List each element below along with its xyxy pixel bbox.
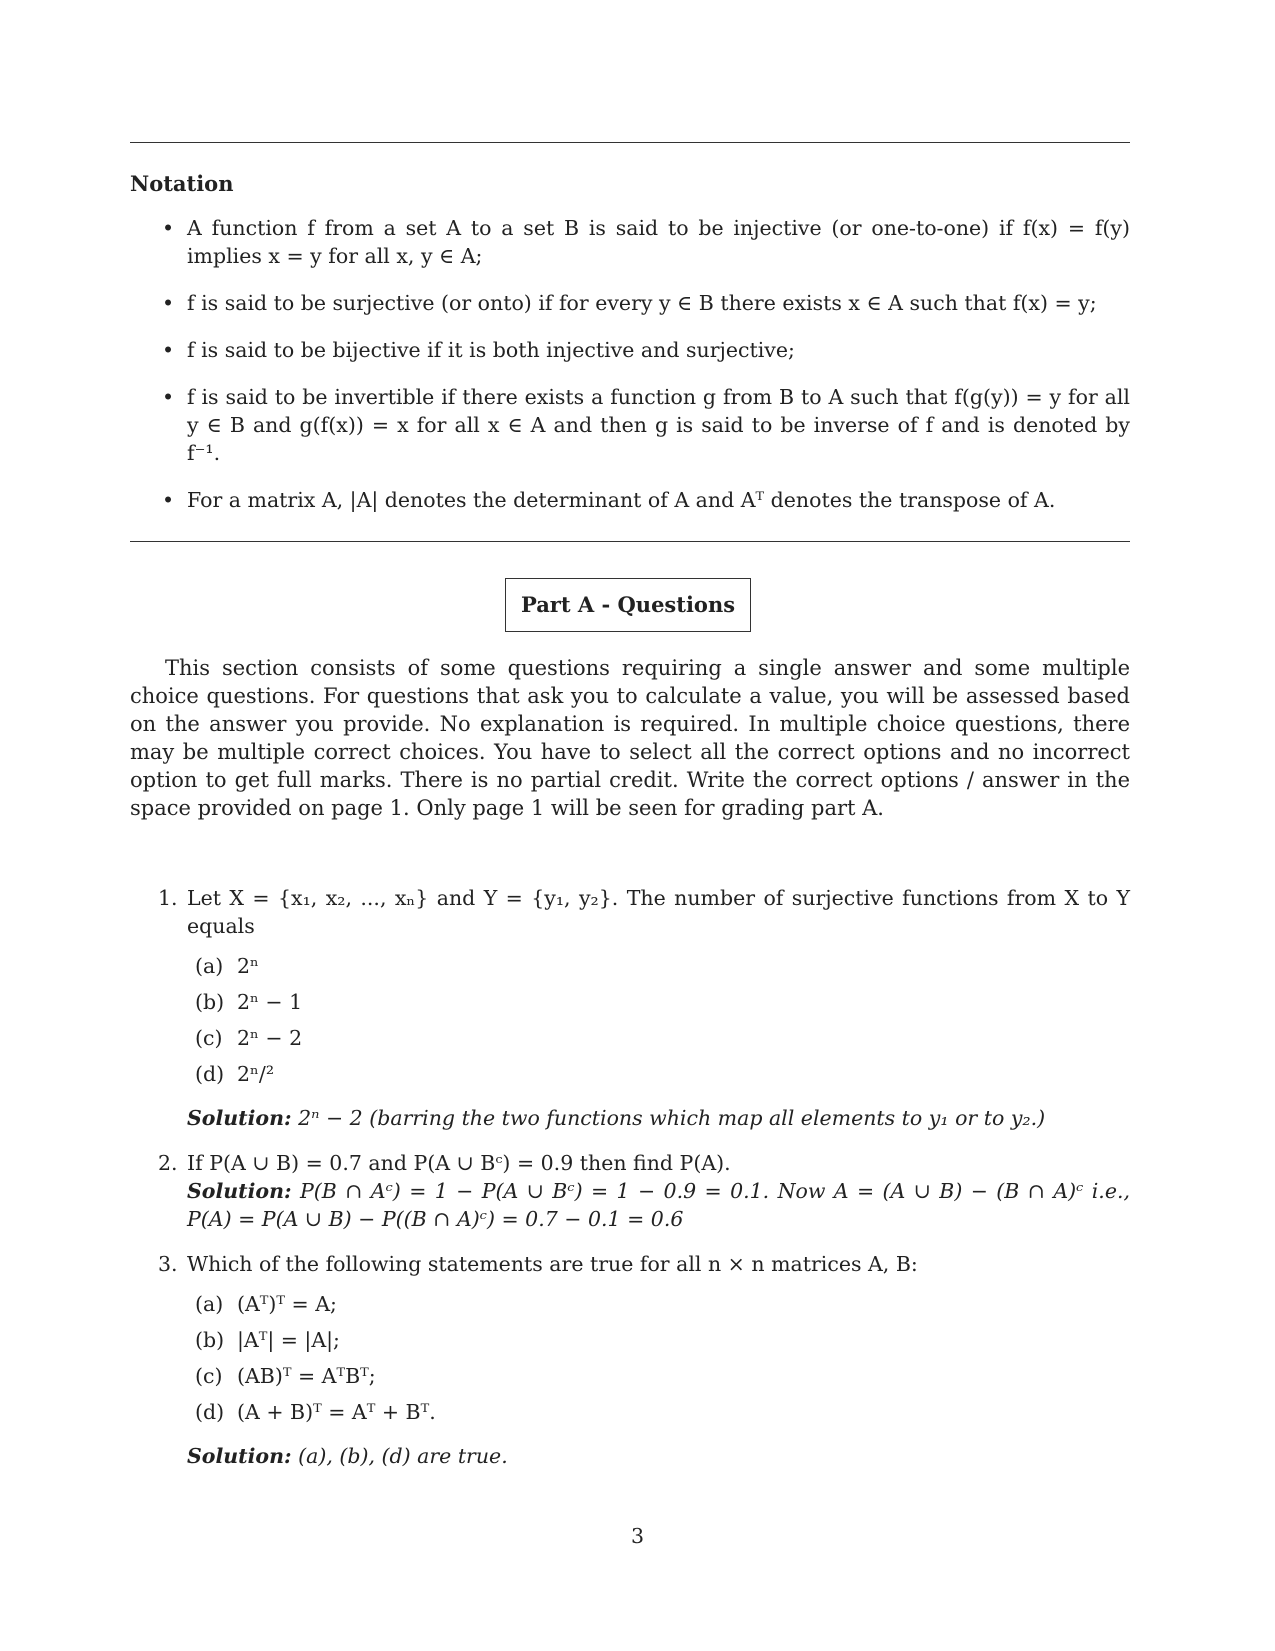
option-item xyxy=(187,1060,1130,1088)
option-item xyxy=(187,1024,1130,1052)
option-list xyxy=(187,1290,1130,1426)
question-number: 1. xyxy=(158,886,178,910)
option-label: (a) xyxy=(195,954,224,978)
solution-text: 2ⁿ − 2 (barring the two functions which map all elements to y₁ or to y₂.) xyxy=(298,1106,1046,1130)
notation-bullet-text: A function f from a set A to a set B is said to be injective (or one-to-one) if f(x) = f(y) implies x = y for all x, y ∈ A; xyxy=(187,216,1130,268)
solution xyxy=(187,1177,1130,1233)
top-rule xyxy=(130,142,1130,143)
option-item xyxy=(187,952,1130,980)
notation-list xyxy=(130,214,1130,533)
question-item xyxy=(130,884,1130,1132)
notation-heading: Notation xyxy=(130,171,234,196)
notation-bullet xyxy=(130,214,1130,270)
option-list xyxy=(187,952,1130,1088)
intro-paragraph: This section consists of some questions requiring a single answer and some multiple choice questions. For questions that ask you to calculate a value, you will be assessed based on the answer you provide. No explanation is required. In multiple choice questions, there may be multiple correct choices. You have to select all the correct options and no incorrect option to get full marks. There is no partial credit. Write the correct options / answer in the space provided on page 1. Only page 1 will be seen for grading part A. xyxy=(130,656,1130,820)
question-text: Let X = {x₁, x₂, ..., xₙ} and Y = {y₁, y₂}. The number of surjective functions from X to Y equals xyxy=(187,886,1130,938)
option-item xyxy=(187,1290,1130,1318)
solution-label: Solution: xyxy=(187,1179,292,1203)
solution xyxy=(187,1442,1130,1470)
question-number: 2. xyxy=(158,1151,178,1175)
solution-label: Solution: xyxy=(187,1444,292,1468)
question-item xyxy=(130,1149,1130,1233)
option-item xyxy=(187,1326,1130,1354)
option-label: (a) xyxy=(195,1292,224,1316)
option-text: 2ⁿ − 2 xyxy=(237,1026,303,1050)
notation-bullet xyxy=(130,289,1130,317)
solution xyxy=(187,1104,1130,1132)
part-title: Part A - Questions xyxy=(520,592,736,617)
notation-bullet xyxy=(130,486,1130,514)
option-item xyxy=(187,1398,1130,1426)
notation-bullet xyxy=(130,383,1130,467)
notation-bullet xyxy=(130,336,1130,364)
option-label: (c) xyxy=(195,1026,223,1050)
solution-label: Solution: xyxy=(187,1106,292,1130)
notation-bullet-text: For a matrix A, |A| denotes the determinant of A and Aᵀ denotes the transpose of A. xyxy=(187,488,1056,512)
section-rule xyxy=(130,541,1130,542)
question-list xyxy=(130,884,1130,1487)
option-item xyxy=(187,988,1130,1016)
notation-bullet-text: f is said to be invertible if there exists a function g from B to A such that f(g(y)) = y for all y ∈ B and g(f(x)) = x for all x ∈ A and then g is said to be inverse of f and is denoted by f⁻¹. xyxy=(187,385,1130,465)
option-label: (d) xyxy=(195,1062,225,1086)
option-label: (d) xyxy=(195,1400,225,1424)
question-text: Which of the following statements are true for all n × n matrices A, B: xyxy=(187,1252,918,1276)
option-label: (b) xyxy=(195,1328,225,1352)
option-label: (c) xyxy=(195,1364,223,1388)
option-text: (AB)ᵀ = AᵀBᵀ; xyxy=(237,1364,376,1388)
option-text: (A + B)ᵀ = Aᵀ + Bᵀ. xyxy=(237,1400,436,1424)
question-text: If P(A ∪ B) = 0.7 and P(A ∪ Bᶜ) = 0.9 then find P(A). xyxy=(187,1151,731,1175)
option-text: |Aᵀ| = |A|; xyxy=(237,1328,340,1352)
question-item xyxy=(130,1250,1130,1470)
option-text: 2ⁿ xyxy=(237,954,259,978)
option-text: (Aᵀ)ᵀ = A; xyxy=(237,1292,337,1316)
page-number: 3 xyxy=(630,1524,645,1548)
part-title-box xyxy=(505,578,751,632)
question-number: 3. xyxy=(158,1252,178,1276)
notation-bullet-text: f is said to be surjective (or onto) if for every y ∈ B there exists x ∈ A such that f(x) = y; xyxy=(187,291,1097,315)
notation-bullet-text: f is said to be bijective if it is both injective and surjective; xyxy=(187,338,795,362)
solution-text: P(B ∩ Aᶜ) = 1 − P(A ∪ Bᶜ) = 1 − 0.9 = 0.1. Now A = (A ∪ B) − (B ∩ A)ᶜ i.e., P(A) = P(A ∪ B) − P((B ∩ A)ᶜ) = 0.7 − 0.1 = 0.6 xyxy=(187,1179,1130,1231)
solution-text: (a), (b), (d) are true. xyxy=(298,1444,508,1468)
option-item xyxy=(187,1362,1130,1390)
option-text: 2ⁿ/² xyxy=(237,1062,275,1086)
option-label: (b) xyxy=(195,990,225,1014)
option-text: 2ⁿ − 1 xyxy=(237,990,303,1014)
